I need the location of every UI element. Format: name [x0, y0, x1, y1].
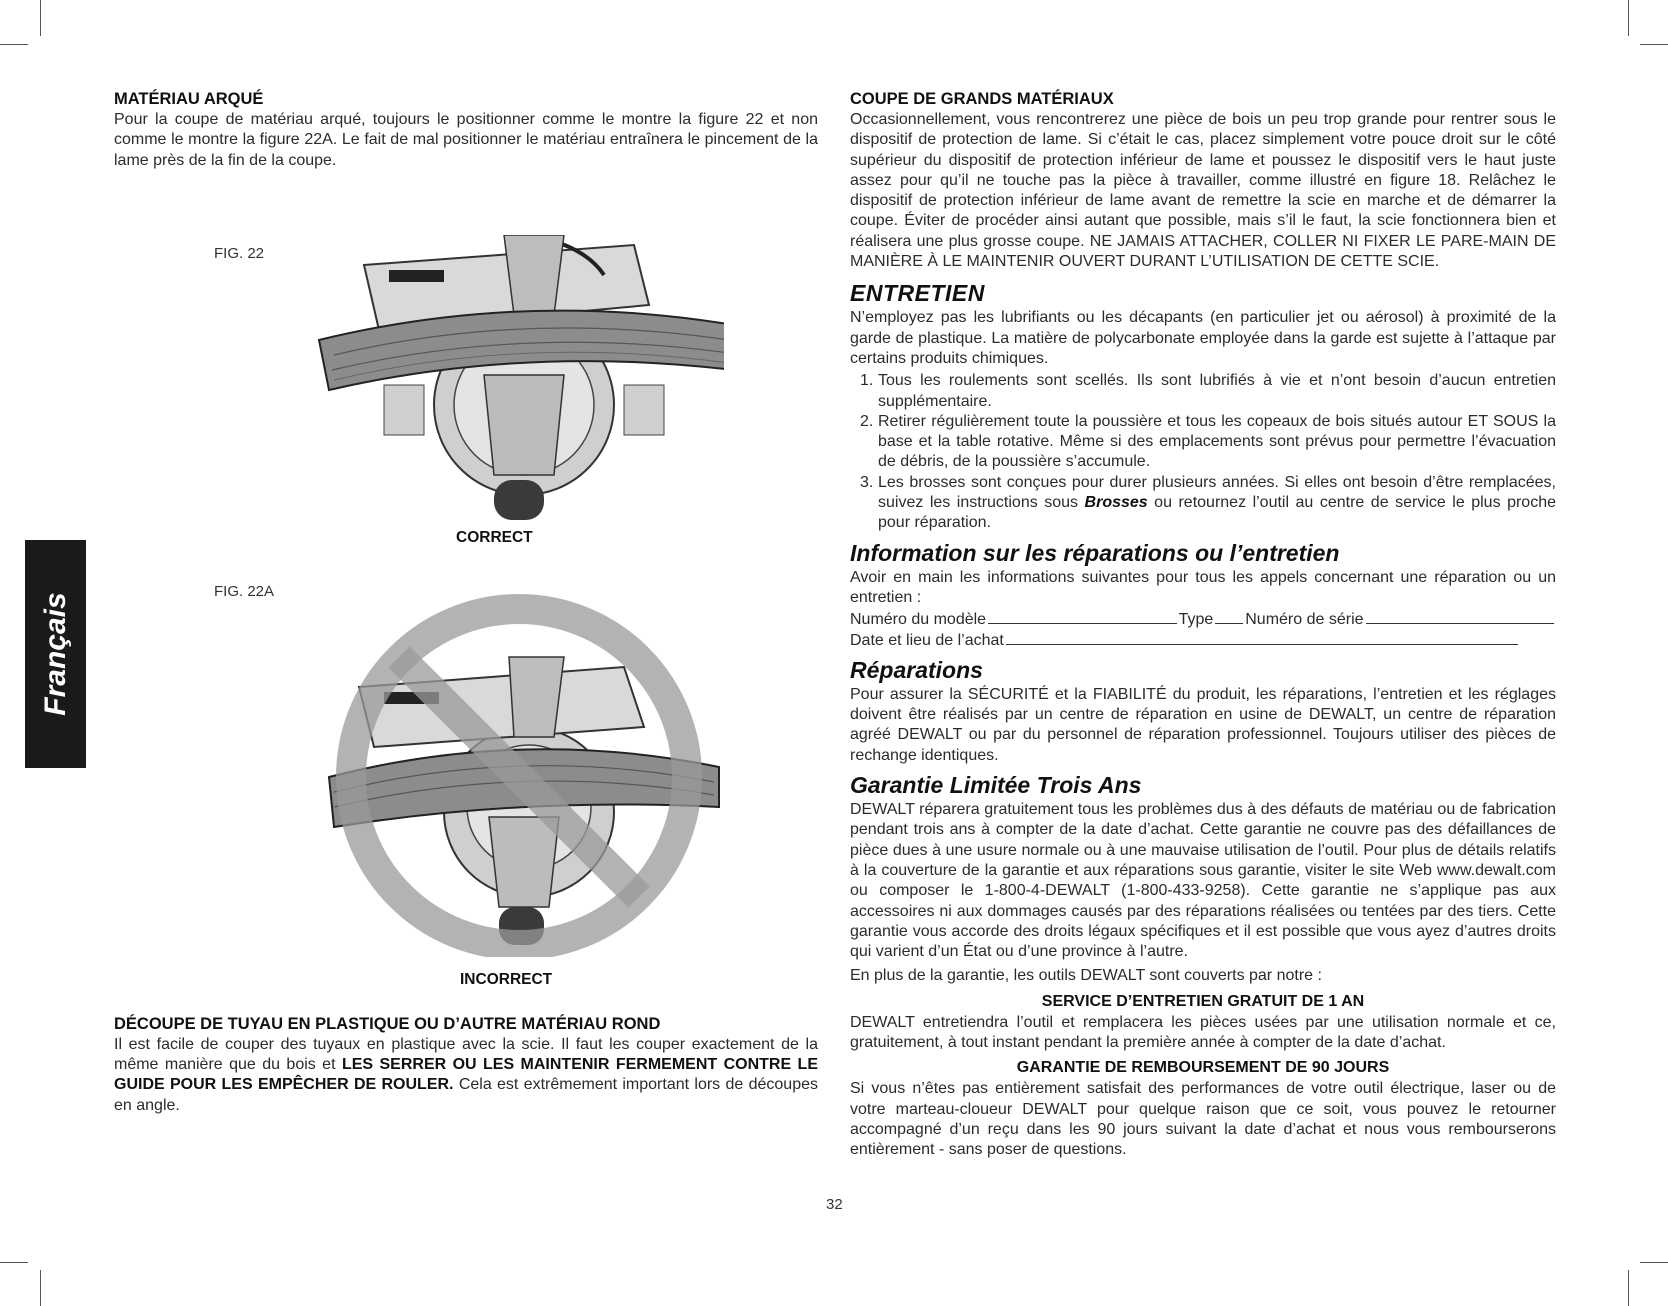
page-number: 32: [826, 1196, 843, 1213]
service-info-heading: Information sur les réparations ou l’entretien: [850, 539, 1340, 566]
free-service-heading: SERVICE D’ENTRETIEN GRATUIT DE 1 AN: [1041, 992, 1365, 1010]
type-label: Type: [1178, 611, 1214, 629]
figure-22: [114, 175, 818, 567]
warranty-text: DEWALT réparera gratuitement tous les problèmes dus à des défauts de matériau ou de fabrication pendant trois ans à compter de la date d’achat. Cette garantie ne couvre pas des défaillances de pièce dues à une usure normale ou à une mauvaise utilisation de l’outil. Pour plus de détails relatifs à la couverture de la garantie et aux réparations sous garantie, visiter le site Web www.dewalt.com ou composer le 1-800-4-DEWALT (1-800-433-9258). Cette garantie ne s’applique pas aux accessoires ni aux dommages causés par des réparations réalisées ou tentées par des tiers. Cette garantie vous accorde des droits légaux spécifiques et il est possible que vous ayez d’autres droits qui varient d’un État ou d’une province à l’autre.: [850, 801, 1556, 961]
list-item-text-a: Les brosses sont conçues pour durer plusieurs années. Si elles ont besoin d’être remplacées, suivez les instructions sous: [878, 473, 1556, 512]
service-info-text: Avoir en main les informations suivantes pour tous les appels concernant une réparation ou un entretien :: [850, 568, 1556, 606]
list-item-number: 2.: [860, 412, 874, 430]
maintenance-text: N’employez pas les lubrifiants ou les décapants (en particulier jet ou aérosol) à proximité de la garde de plastique. La matière de polycarbonate employée dans la garde est sujette à l’attaque par certains produits chimiques.: [850, 309, 1556, 367]
crop-mark: [0, 44, 28, 45]
crop-mark: [1640, 1262, 1668, 1263]
type-line: [1215, 610, 1243, 624]
model-number-line: [988, 610, 1176, 624]
figure-22-label: FIG. 22: [214, 244, 265, 262]
right-column: [850, 88, 1556, 1162]
large-material-heading: COUPE DE GRANDS MATÉRIAUX: [850, 90, 1114, 108]
pipe-cutting-text-2: Cela est extrêmement important lors de découpes en angle.: [114, 1076, 818, 1114]
crop-mark: [0, 1262, 28, 1263]
list-item-text: Retirer régulièrement toute la poussière et tous les copeaux de bois situés autour ET SOUS la base et la table rotative. Même si des emplacements sont prévus pour permettre l’évacuation de débris, de la poussière s’accumule.: [878, 412, 1556, 471]
warranty-coverage-text: En plus de la garantie, les outils DEWALT sont couverts par notre :: [850, 967, 1322, 985]
figure-22-caption: CORRECT: [456, 528, 533, 546]
model-type-serial-fields: [850, 610, 1556, 630]
crop-mark: [1640, 44, 1668, 45]
repairs-text: Pour assurer la SÉCURITÉ et la FIABILITÉ du produit, les réparations, l’entretien et les réglages doivent être réalisés par un centre de réparation en usine de DEWALT, un centre de réparation agréé DEWALT ou par du personnel de réparation professionnel. Toujours utiliser des pièces de rechange identiques.: [850, 685, 1556, 764]
arc-material-text: Pour la coupe de matériau arqué, toujours le positionner comme le montre la figure 22 et non comme le montre la figure 22A. Le fait de mal positionner le matériau entraînera le pincement de la lame près de la fin de la coupe.: [114, 111, 818, 169]
pipe-cutting-text-bold: LES SERRER OU LES MAINTENIR FERMEMENT CONTRE LE GUIDE POUR LES EMPÊCHER DE ROULER.: [114, 1056, 818, 1094]
pipe-cutting-heading: DÉCOUPE DE TUYAU EN PLASTIQUE OU D’AUTRE MATÉRIAU ROND: [114, 1014, 661, 1033]
model-number-label: Numéro du modèle: [850, 611, 987, 629]
figure-22a: [114, 567, 818, 1001]
refund-heading: GARANTIE DE REMBOURSEMENT DE 90 JOURS: [1016, 1059, 1390, 1077]
list-item: [860, 412, 1556, 473]
miter-saw-correct-illustration: [304, 235, 724, 525]
maintenance-heading: ENTRETIEN: [850, 280, 985, 307]
crop-mark: [40, 0, 41, 36]
crop-mark: [40, 1270, 41, 1306]
left-column: [114, 88, 818, 1118]
figure-22a-label: FIG. 22A: [214, 582, 275, 600]
crop-mark: [1628, 1270, 1629, 1306]
maintenance-list: [860, 371, 1556, 533]
brushes-reference: Brosses: [1084, 494, 1148, 512]
free-service-text: DEWALT entretiendra l’outil et remplacera les pièces usées par une utilisation normale et ce, gratuitement, à tout instant pendant la première année à compter de la date d’achat.: [850, 1013, 1556, 1051]
serial-number-label: Numéro de série: [1245, 611, 1364, 629]
list-item: [860, 371, 1556, 412]
arc-material-heading: MATÉRIAU ARQUÉ: [114, 90, 264, 108]
list-item-number: 1.: [860, 372, 874, 390]
repairs-heading: Réparations: [850, 656, 983, 683]
list-item: [860, 473, 1556, 534]
large-material-text: Occasionnellement, vous rencontrerez une pièce de bois un peu trop grande pour rentrer sous le dispositif de protection de lame. Si c’était le cas, placez simplement votre pouce droit sur le côté supérieur du dispositif de protection inférieur de lame et poussez le dispositif vers le haut juste assez pour qu’il ne touche pas la pièce à travailler, comme illustré en figure 18. Relâchez le dispositif de protection inférieur de lame avant de remettre la scie en marche et de démarrer la coupe. Éviter de procéder ainsi autant que possible, mais s’il le faut, la scie fonctionnera bien et réalisera une plus grosse coupe. NE JAMAIS ATTACHER, COLLER NI FIXER LE PARE-MAIN DE MANIÈRE À LE MAINTENIR OUVERT DURANT L’UTILISATION DE CETTE SCIE.: [850, 111, 1556, 271]
warranty-heading: Garantie Limitée Trois Ans: [850, 772, 1142, 799]
figure-22a-caption: INCORRECT: [460, 970, 553, 988]
purchase-date-line: [1006, 631, 1518, 645]
serial-number-line: [1366, 610, 1554, 624]
list-item-text: [878, 473, 1556, 534]
language-tab-label: Français: [38, 592, 72, 716]
pipe-cutting-text-1: Il est facile de couper des tuyaux en plastique avec la scie. Il faut les couper exactement de la même manière que du bois et: [114, 1035, 818, 1074]
language-tab: [25, 540, 86, 768]
crop-mark: [1628, 0, 1629, 36]
purchase-date-label: Date et lieu de l’achat: [850, 631, 1004, 649]
pipe-cutting-text: [114, 1035, 818, 1116]
list-item-number: 3.: [860, 473, 874, 491]
list-item-text: Tous les roulements sont scellés. Ils sont lubrifiés à vie et n’ont besoin d’aucun entretien supplémentaire.: [878, 372, 1556, 410]
miter-saw-incorrect-illustration: [304, 577, 724, 957]
purchase-date-field: [850, 631, 1520, 651]
refund-text: Si vous n’êtes pas entièrement satisfait des performances de votre outil électrique, laser ou de votre marteau-cloueur DEWALT pour quelque raison que ce soit, vous pouvez le retourner accompagné d’un reçu dans les 90 jours suivant la date d’achat et nous vous rembourserons entièrement - sans poser de questions.: [850, 1080, 1556, 1159]
list-item-text-b: ou retournez l’outil au centre de service le plus proche pour réparation.: [878, 494, 1556, 532]
